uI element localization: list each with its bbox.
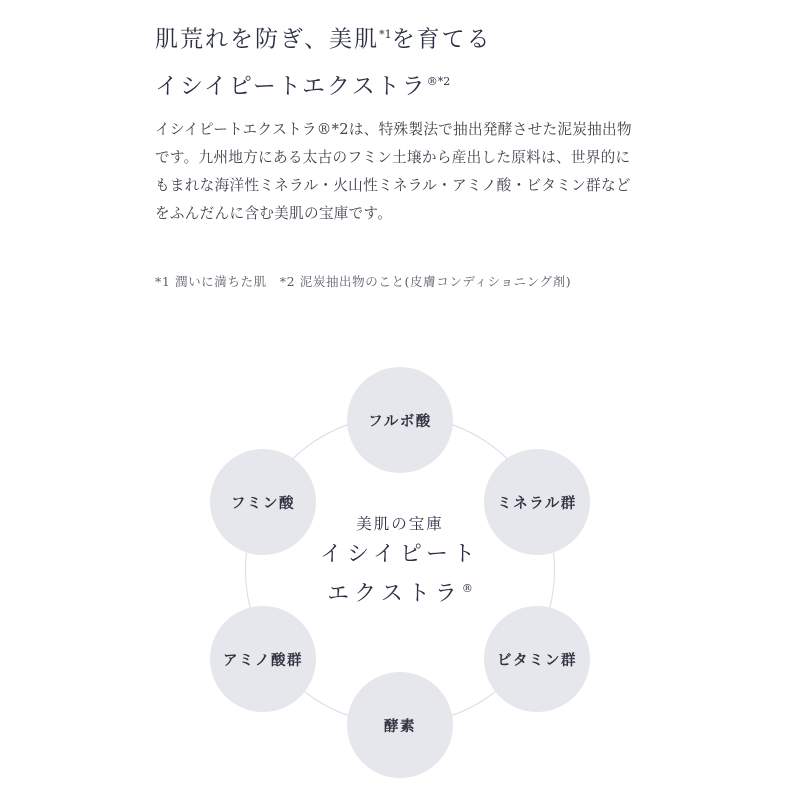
node-minerals: ミネラル群 [484,449,590,555]
center-title-line-1: イシイピート [319,542,481,567]
footnote-mark-1: *1 [379,28,392,41]
connector-ring [245,415,555,725]
node-enzymes: 酵素 [347,672,453,778]
center-subtitle: 美肌の宝庫 [356,515,444,533]
headline-line-1-tail: を育てる [391,26,492,53]
headline-line-2 [155,61,492,108]
node-vitamins: ビタミン群 [484,606,590,712]
center-title-line-2 [300,572,500,611]
node-amino-acids: アミノ酸群 [210,606,316,712]
center-registered-mark: ® [461,582,473,595]
center-title-line-2-text: エクストラ [327,581,462,607]
registered-mark: ®*2 [426,74,451,88]
headline-line-1 [155,14,492,61]
center-label [300,510,500,611]
footnote: *1 潤いに満ちた肌 *2 泥炭抽出物のこと(皮膚コンディショニング剤) [155,274,572,289]
headline [155,14,492,107]
node-fulvic-acid: フルボ酸 [347,367,453,473]
headline-line-1-text: 肌荒れを防ぎ、美肌 [155,26,380,53]
node-humic-acid: フミン酸 [210,449,316,555]
description-paragraph: イシイピートエクストラ®*2は、特殊製法で抽出発酵させた泥炭抽出物です。九州地方にある太古のフミン土壌から産出した原料は、世界的にもまれな海洋性ミネラル・火山性ミネラル・アミノ酸・ビタミン群などをふんだんに含む美肌の宝庫です。 [155,121,632,222]
product-name: イシイピートエクストラ [155,73,427,100]
